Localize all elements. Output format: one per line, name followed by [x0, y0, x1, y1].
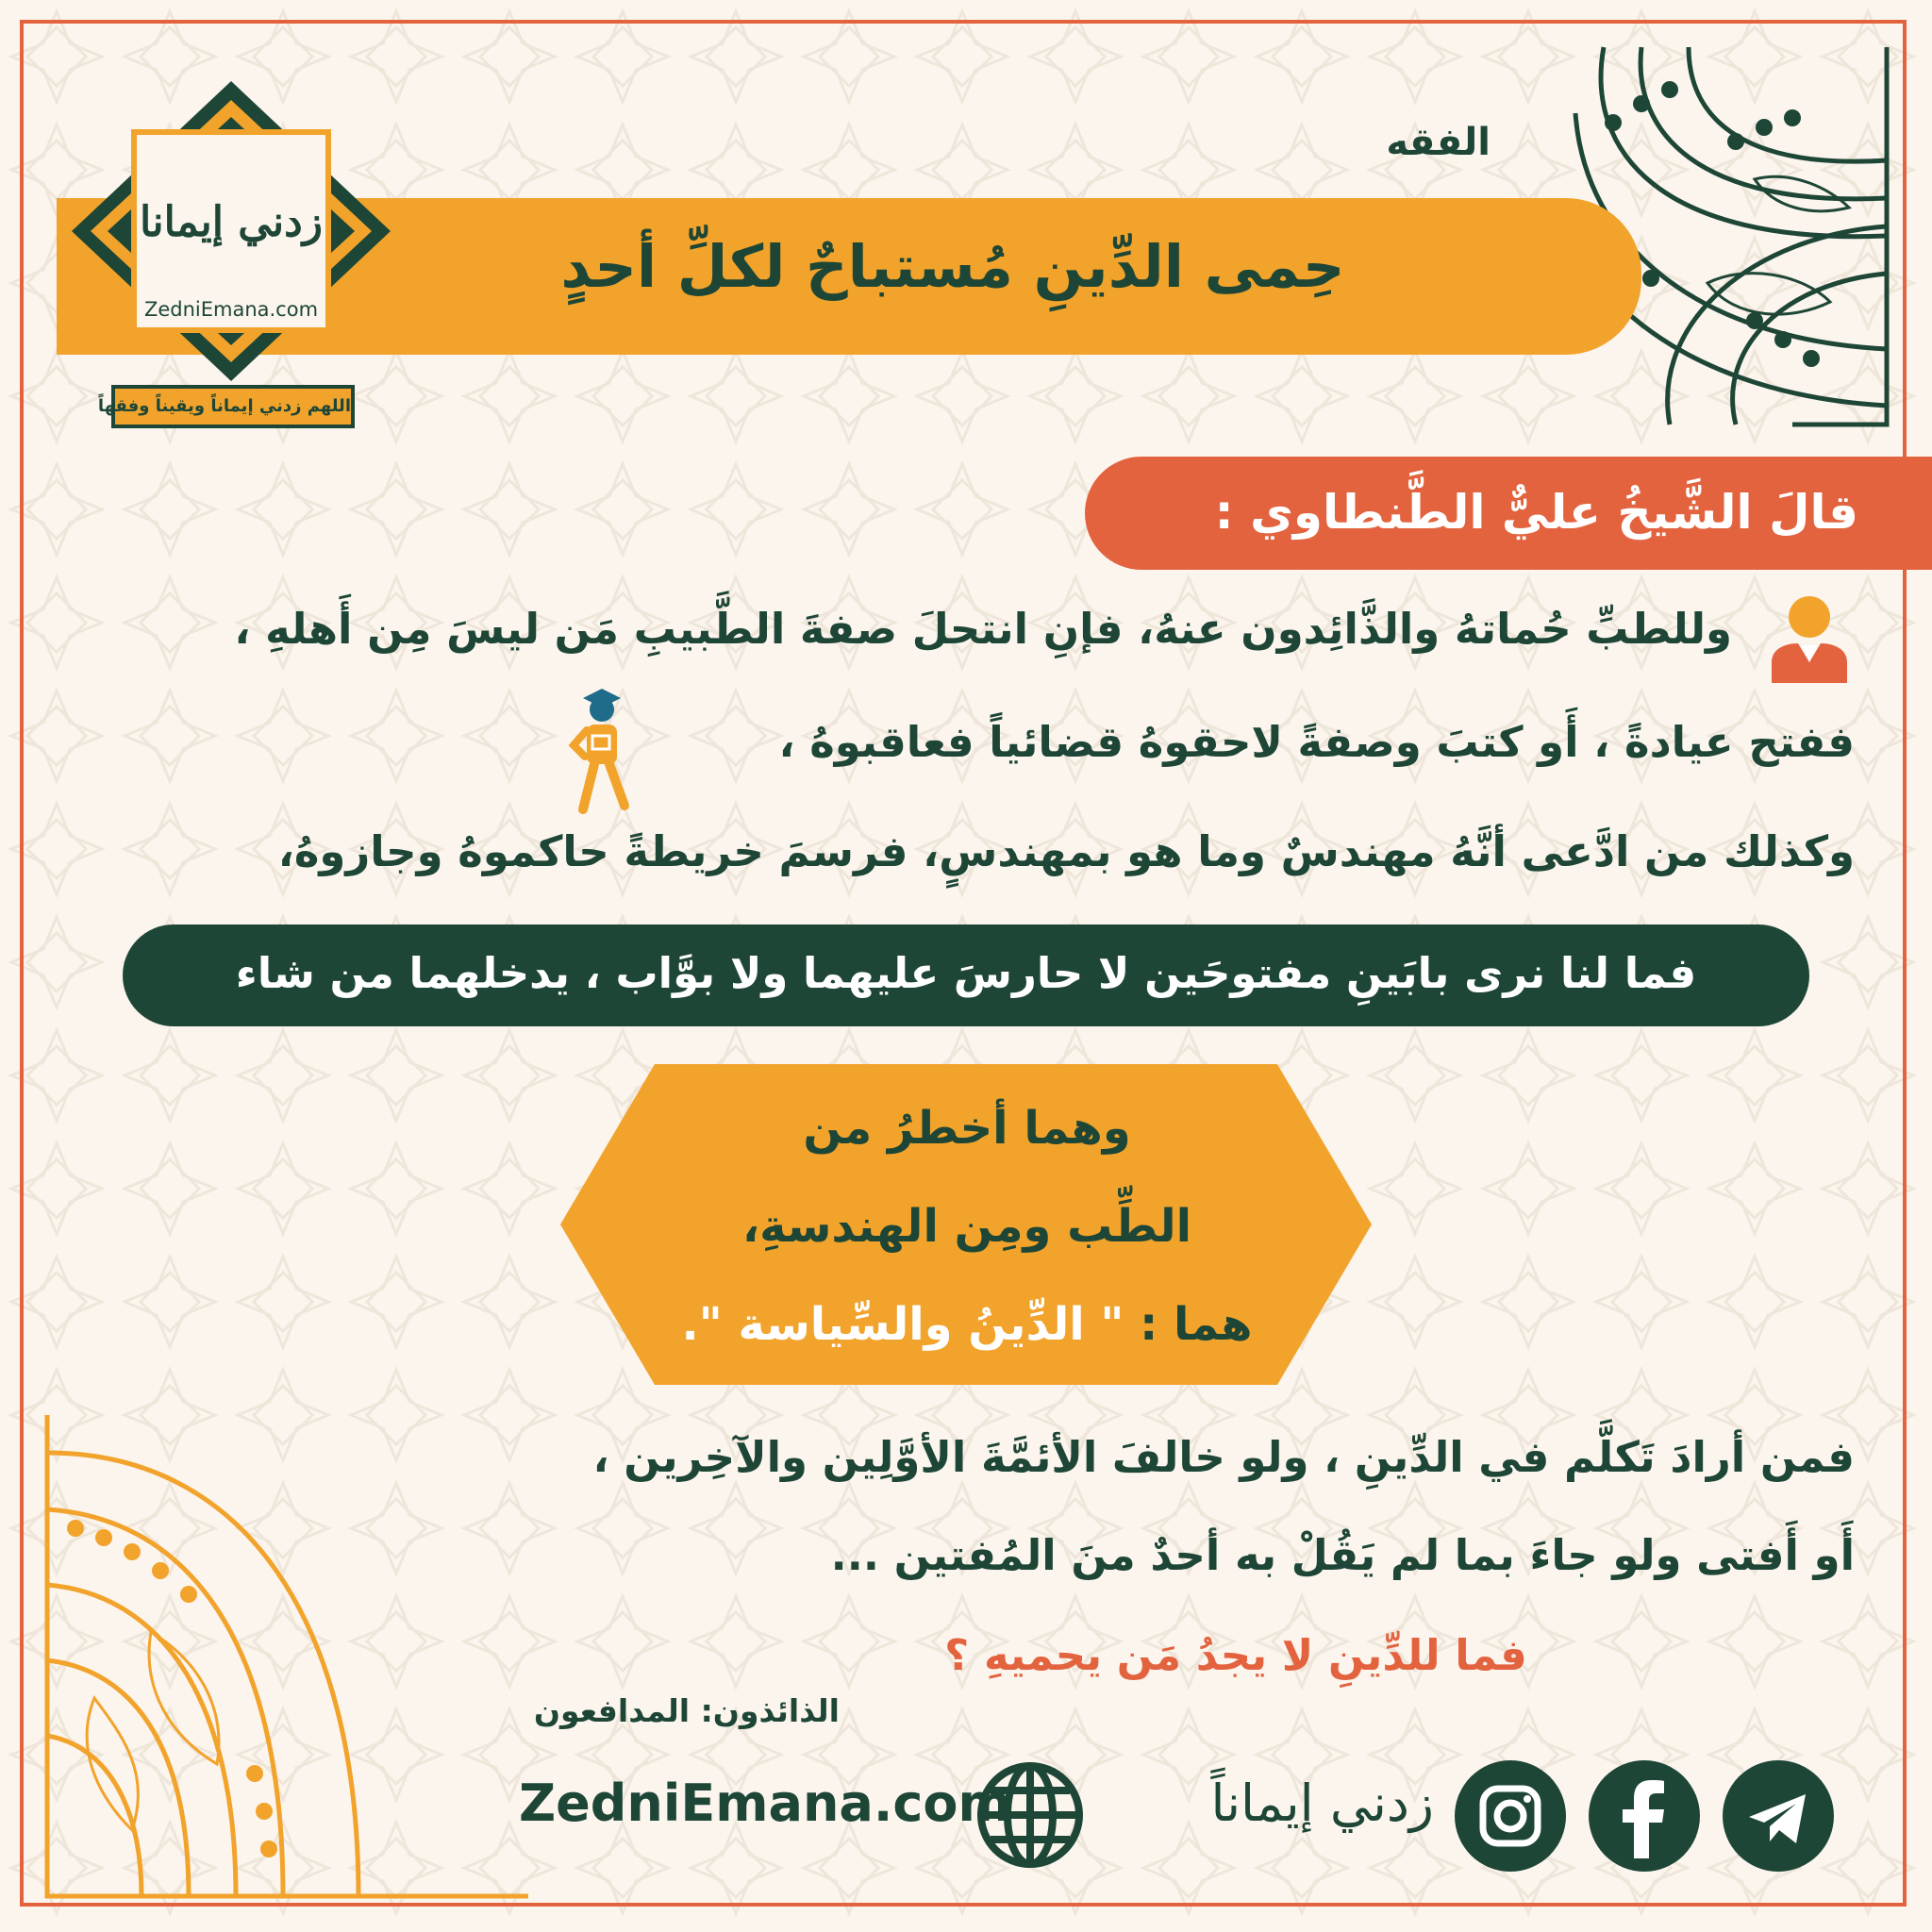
category-label: الفقه: [1386, 121, 1491, 164]
instagram-icon: [1455, 1760, 1566, 1872]
quote-line-1: وللطبِّ حُماتهُ والذَّائِدون عنهُ، فإنِ انتحلَ صفةَ الطَّبيبِ مَن ليسَ مِن أَهلهِ ،: [234, 604, 1732, 654]
brand-name: زدني إيماناً: [1210, 1774, 1434, 1833]
hexagon-line-2: الطِّب ومِن الهندسةِ،: [741, 1200, 1192, 1253]
quote-line-3: وكذلك من ادَّعى أنَّهُ مهندسٌ وما هو بمهندسٍ، فرسمَ خريطةً حاكموهُ وجازوهُ،: [277, 826, 1855, 876]
telegram-link[interactable]: [1723, 1760, 1834, 1872]
logo-url: ZedniEmana.com: [143, 298, 319, 321]
instagram-link[interactable]: [1455, 1760, 1566, 1872]
speaker-heading: قالَ الشَّيخُ عليٌّ الطَّنطاوي :: [1214, 485, 1858, 540]
hexagon-line-3-highlight: " الدِّينُ والسِّياسة ".: [681, 1298, 1124, 1351]
quote-line-4: فمن أرادَ تَكلَّم في الدِّينِ ، ولو خالفَ الأئمَّةَ الأوَّلِين والآخِرين ،: [592, 1432, 1855, 1482]
quote-line-5: أَو أَفتى ولو جاءَ بما لم يَقُلْ به أحدٌ منَ المُفتين ...: [830, 1530, 1855, 1580]
closing-question: فما للدِّينِ لا يجدُ مَن يحميهِ ؟: [944, 1630, 1527, 1680]
doctor-icon: [1766, 592, 1853, 685]
facebook-icon: [1589, 1760, 1700, 1872]
glossary-note: الذائذون: المدافعون: [533, 1692, 840, 1729]
quote-line-2: ففتح عيادةً ، أَو كتبَ وصفةً لاحقوهُ قضائياً فعاقبوهُ ،: [778, 717, 1855, 767]
hexagon-line-3-prefix: هما :: [1140, 1298, 1253, 1351]
logo-tagline: اللهم زدني إيماناً ويقيناً وفقهاً: [111, 385, 355, 428]
website-link[interactable]: ZedniEmana.com: [519, 1774, 1011, 1833]
logo-calligraphy: زدني إيمانا: [139, 198, 324, 246]
telegram-icon: [1723, 1760, 1834, 1872]
hexagon-line-1: وهما أخطرُ من: [803, 1102, 1131, 1155]
highlight-text: فما لنا نرى بابَينِ مفتوحَين لا حارسَ عليهما ولا بوَّاب ، يدخلهما من شاء: [235, 948, 1697, 998]
page-title: حِمى الدِّينِ مُستباحٌ لكلِّ أحدٍ: [560, 232, 1345, 301]
logo: [66, 75, 396, 387]
facebook-link[interactable]: [1589, 1760, 1700, 1872]
hexagon-line-3: [566, 1298, 1368, 1351]
